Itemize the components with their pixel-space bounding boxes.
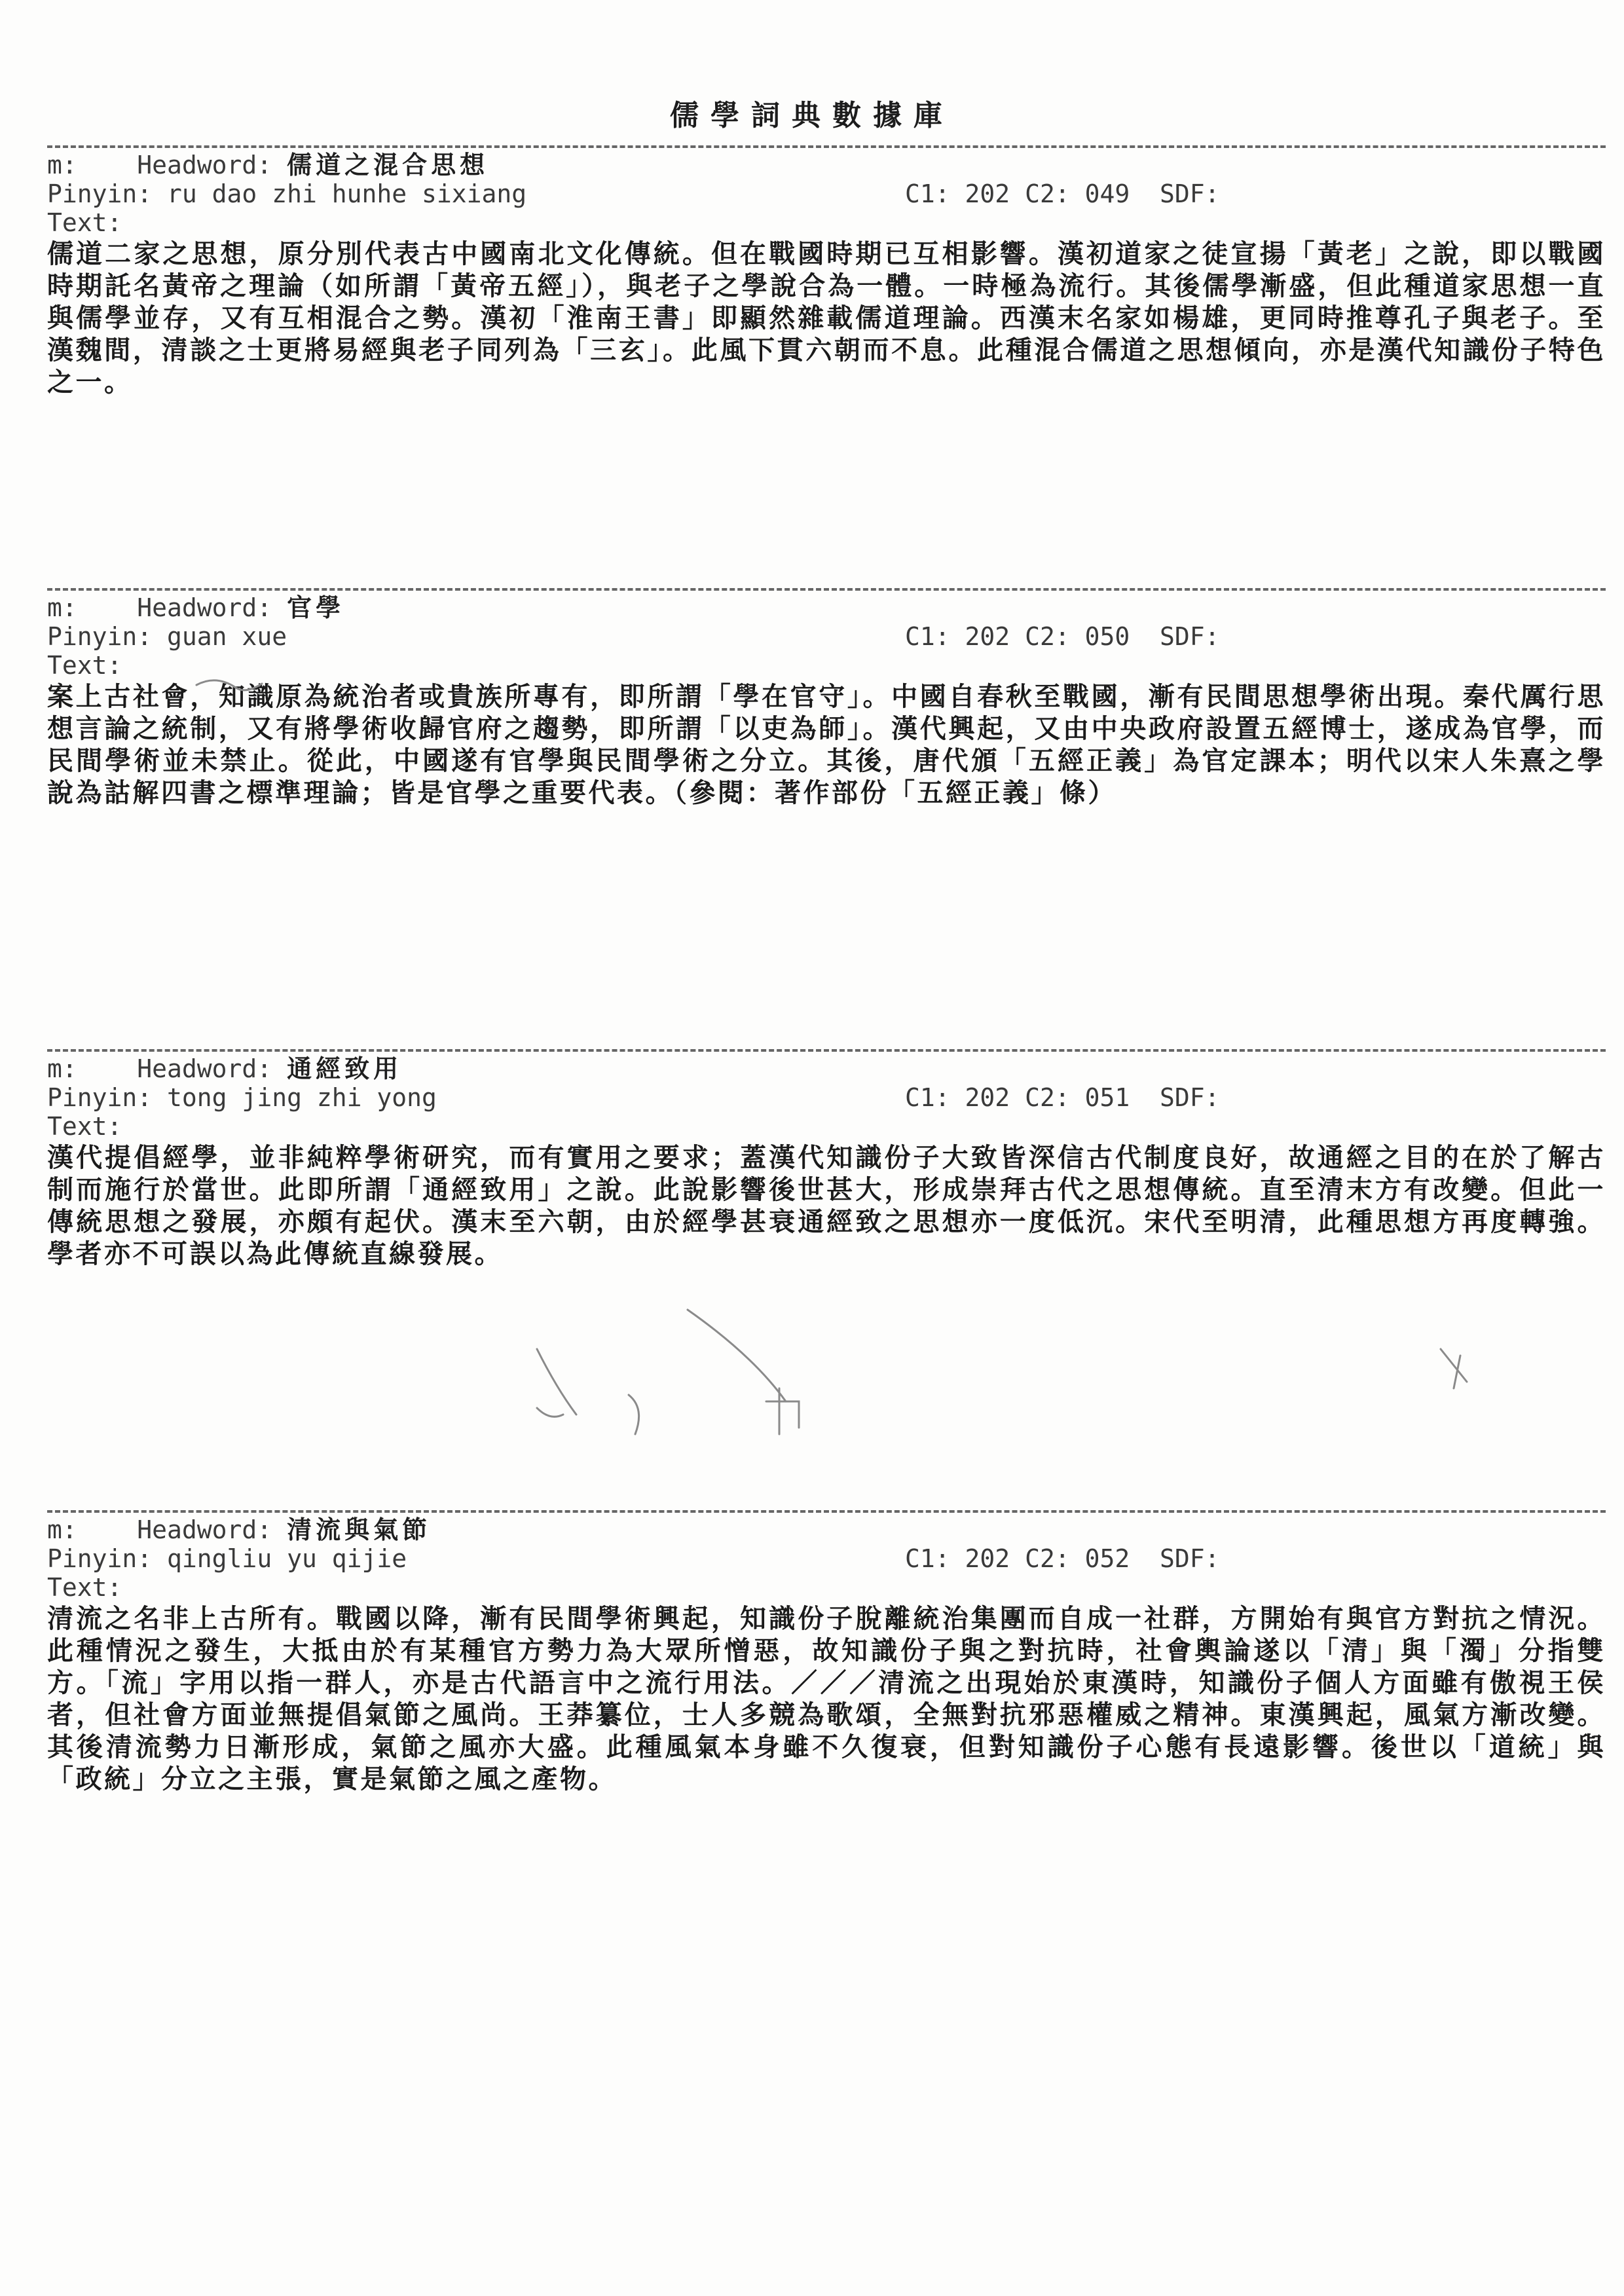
m-label: m:	[47, 151, 77, 179]
pinyin-value: ru dao zhi hunhe sixiang	[167, 179, 527, 208]
pinyin-value: qingliu yu qijie	[167, 1544, 407, 1573]
text-label: Text:	[47, 1112, 122, 1141]
sdf-label: SDF:	[1160, 179, 1220, 208]
pinyin-label: Pinyin:	[47, 622, 153, 651]
m-label: m:	[47, 593, 77, 622]
headword-label: Headword:	[137, 151, 272, 179]
pinyin-row	[47, 622, 1606, 651]
c1-label: C1:	[905, 1083, 950, 1112]
headword-label: Headword:	[137, 593, 272, 622]
c2-value: 050	[1084, 622, 1130, 651]
pinyin-value: tong jing zhi yong	[167, 1083, 437, 1112]
c1-value: 202	[965, 1544, 1010, 1573]
code-fields	[905, 1083, 1220, 1112]
pinyin-row	[47, 179, 1606, 208]
m-label: m:	[47, 1515, 77, 1544]
entry-text: 漢代提倡經學，並非純粹學術研究，而有實用之要求；蓋漢代知識份子大致皆深信古代制度良好，故通經之目的在於了解古制而施行於當世。此即所謂「通經致用」之說。此說影響後世甚大，形成崇拜古代之思想傳統。直至清末方有改變。但此一傳統思想之發展，亦頗有起伏。漢末至六朝，由於經學甚衰通經致之思想亦一度低沉。宋代至明清，此種思想方再度轉強。學者亦不可誤以為此傳統直線發展。	[47, 1143, 1606, 1269]
sdf-label: SDF:	[1160, 1083, 1220, 1112]
sdf-label: SDF:	[1160, 1544, 1220, 1573]
c2-value: 051	[1084, 1083, 1130, 1112]
code-fields	[905, 1544, 1220, 1573]
code-fields	[905, 179, 1220, 208]
c2-label: C2:	[1025, 1083, 1070, 1112]
entry-2	[47, 588, 1606, 809]
headword: 儒道之混合思想	[287, 151, 489, 179]
c2-label: C2:	[1025, 179, 1070, 208]
code-fields	[905, 622, 1220, 651]
c1-label: C1:	[905, 622, 950, 651]
pinyin-row	[47, 1544, 1606, 1573]
c1-value: 202	[965, 179, 1010, 208]
entry-1	[47, 145, 1606, 399]
c2-value: 052	[1084, 1544, 1130, 1573]
pinyin-row	[47, 1083, 1606, 1112]
c1-value: 202	[965, 622, 1010, 651]
headword: 官學	[287, 593, 345, 622]
c2-label: C2:	[1025, 622, 1070, 651]
headword-row	[47, 1515, 1606, 1544]
headword: 清流與氣節	[287, 1515, 432, 1544]
headword-row	[47, 1054, 1606, 1083]
entry-divider	[47, 1049, 1606, 1052]
sdf-label: SDF:	[1160, 622, 1220, 651]
headword-label: Headword:	[137, 1515, 272, 1544]
entry-divider	[47, 588, 1606, 591]
page-title: 儒學詞典數據庫	[670, 99, 954, 132]
text-label: Text:	[47, 651, 122, 680]
headword-row	[47, 151, 1606, 179]
pinyin-label: Pinyin:	[47, 1083, 153, 1112]
c2-value: 049	[1084, 179, 1130, 208]
entry-text: 清流之名非上古所有。戰國以降，漸有民間學術興起，知識份子脫離統治集團而自成一社群，方開始有與官方對抗之情況。此種情況之發生，大抵由於有某種官方勢力為大眾所憎惡，故知識份子與之對抗時，社會輿論遂以「清」與「濁」分指雙方。「流」字用以指一群人，亦是古代語言中之流行用法。／／／清流之出現始於東漢時，知識份子個人方面雖有傲視王侯者，但社會方面並無提倡氣節之風尚。王莽纂位，士人多競為歌頌，全無對抗邪惡權威之精神。東漢興起，風氣方漸改變。其後清流勢力日漸形成，氣節之風亦大盛。此種風氣本身雖不久復衰，但對知識份子心態有長遠影響。後世以「道統」與「政統」分立之主張，實是氣節之風之產物。	[47, 1604, 1606, 1794]
headword: 通經致用	[287, 1054, 403, 1083]
entry-4	[47, 1510, 1606, 1796]
entry-text: 案上古社會，知識原為統治者或貴族所專有，即所謂「學在官守」。中國自春秋至戰國，漸有民間思想學術出現。秦代厲行思想言論之統制，又有將學術收歸官府之趨勢，即所謂「以吏為師」。漢代興起，又由中央政府設置五經博士，遂成為官學，而民間學術並未禁止。從此，中國遂有官學與民間學術之分立。其後，唐代頒「五經正義」為官定課本；明代以宋人朱熹之學說為詁解四書之標準理論；皆是官學之重要代表。（參閱：著作部份「五經正義」條）	[47, 682, 1606, 808]
entry-text: 儒道二家之思想，原分別代表古中國南北文化傳統。但在戰國時期已互相影響。漢初道家之徒宣揚「黃老」之說，即以戰國時期託名黃帝之理論（如所謂「黃帝五經」），與老子之學說合為一體。一時極為流行。其後儒學漸盛，但此種道家思想一直與儒學並存，又有互相混合之勢。漢初「淮南王書」即顯然雜載儒道理論。西漢末名家如楊雄，更同時推尊孔子與老子。至漢魏間，清談之士更將易經與老子同列為「三玄」。此風下貫六朝而不息。此種混合儒道之思想傾向，亦是漢代知識份子特色之一。	[47, 239, 1606, 398]
pinyin-value: guan xue	[167, 622, 287, 651]
headword-label: Headword:	[137, 1054, 272, 1083]
text-label: Text:	[47, 208, 122, 237]
entry-divider	[47, 145, 1606, 148]
entry-3	[47, 1049, 1606, 1270]
m-label: m:	[47, 1054, 77, 1083]
c1-label: C1:	[905, 1544, 950, 1573]
c1-label: C1:	[905, 179, 950, 208]
headword-row	[47, 593, 1606, 622]
pinyin-label: Pinyin:	[47, 1544, 153, 1573]
c1-value: 202	[965, 1083, 1010, 1112]
text-label: Text:	[47, 1573, 122, 1602]
entry-divider	[47, 1510, 1606, 1513]
pinyin-label: Pinyin:	[47, 179, 153, 208]
c2-label: C2:	[1025, 1544, 1070, 1573]
